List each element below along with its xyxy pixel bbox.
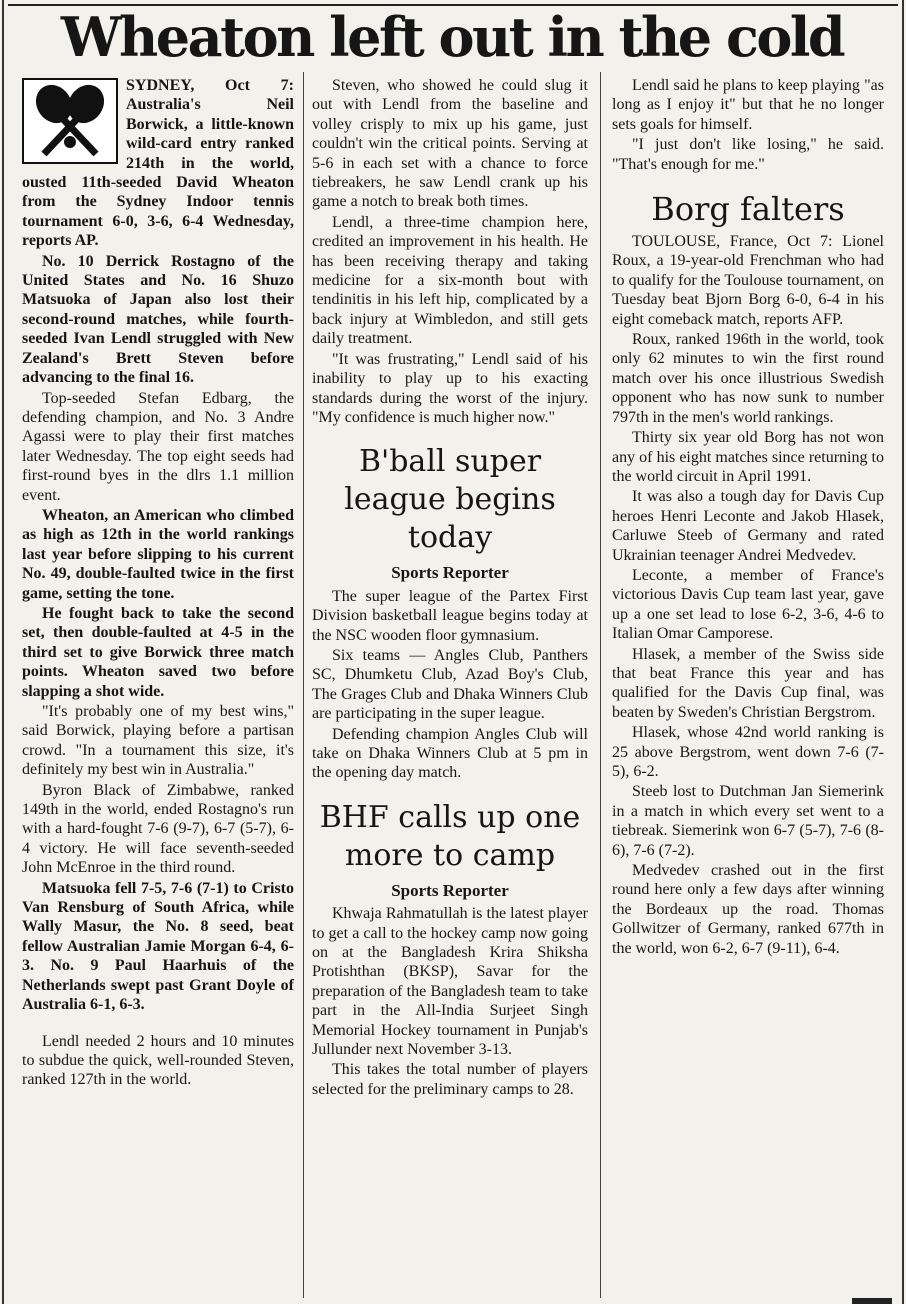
column-divider [600,72,601,1298]
article-paragraph: This takes the total number of players selected for the preliminary camps to 28. [312,1061,588,1098]
article-paragraph: It was also a tough day for Davis Cup heroes Henri Leconte and Jakob Hlasek, Carluwe Steeb of Germany and rated Ukrainian teenager Andrei Medvedev. [612,488,884,564]
article-paragraph: Byron Black of Zimbabwe, ranked 149th in the world, ended Rostagno's run with a hard-fought 7-6 (9-7), 6-7 (5-7), 6-4 victory. He will face seventh-seeded John McEnroe in the third round. [22,781,294,877]
article-paragraph: The super league of the Partex First Division basketball league begins today at the NSC wooden floor gymnasium. [312,587,588,644]
page-corner-mark [852,1298,892,1304]
borg-headline: Borg falters [651,190,845,229]
paragraph-gap [22,1016,294,1032]
main-headline: Wheaton left out in the cold [60,5,844,69]
bball-byline: Sports Reporter [391,563,509,583]
article-paragraph: Hlasek, whose 42nd world ranking is 25 above Bergstrom, went down 7-6 (7-5), 6-2. [612,724,884,780]
article-paragraph: Lendl needed 2 hours and 10 minutes to subdue the quick, well-rounded Steven, ranked 127th in the world. [22,1032,294,1089]
article-paragraph: Leconte, a member of France's victorious Davis Cup team last year, gave up a one set lead to lose 6-2, 3-6, 4-6 to Italian Omar Camporese. [612,566,884,643]
article-paragraph: Steeb lost to Dutchman Jan Siemerink in a match in which every set went to a tiebreak. Siemerink won 6-7 (5-7), 7-6 (8-6), 7-6 (7-2). [612,783,884,859]
article-paragraph: Lendl said he plans to keep playing "as long as I enjoy it" but that he no longer sets goals for himself. [612,77,884,133]
left-page-edge [2,0,4,1304]
article-paragraph: He fought back to take the second set, then double-faulted at 4-5 in the third set to give Borwick three match points. Wheaton saved two before slapping a shot wide. [22,604,294,700]
tennis-rackets-icon [22,78,118,164]
article-paragraph: "I just don't like losing," he said. "That's enough for me." [612,136,884,173]
article-paragraph: Lendl, a three-time champion here, credited an improvement in his health. He has been receiving therapy and taking medicine for a six-month bout with tendinitis in his left hip, complicated by a back injury at Wimbledon, and still gets daily treatment. [312,213,588,348]
article-paragraph: Steven, who showed he could slug it out with Lendl from the baseline and volley crisply to mix up his game, just couldn't win the critical points. Serving at 5-6 in each set with a chance to force tiebreakers, he saw Lendl crank up his game a notch to break both times. [312,77,588,211]
article-paragraph: Thirty six year old Borg has not won any of his eight matches since returning to the world circuit in April 1991. [612,429,884,485]
column-3 [612,76,884,959]
article-paragraph: Khwaja Rahmatullah is the latest player to get a call to the hockey camp now going on at the Bangladesh Krira Shiksha Protishthan (BKSP), Savar for the preparation of the Bangladesh team to take part in the All-India Surjeet Singh Memorial Hockey tournament in Punjab's Jullunder next November 3-13. [312,905,588,1059]
article-paragraph: Six teams — Angles Club, Panthers SC, Dhumketu Club, Azad Boy's Club, The Grages Club and Dhaka Winners Club are participating in the super league. [312,646,588,723]
article-paragraph: Defending champion Angles Club will take on Dhaka Winners Club at 5 pm in the opening day match. [312,725,588,782]
article-paragraph: No. 10 Derrick Rostagno of the United States and No. 16 Shuzo Matsuoka of Japan also lost their second-round matches, while fourth-seeded Ivan Lendl struggled with New Zealand's Brett Steven before advancing to the final 16. [22,252,294,387]
article-paragraph: SYDNEY, Oct 7: Australia's Neil Borwick, a little-known wild-card entry ranked 214th in the world, ousted 11th-seeded David Wheaton from the Sydney Indoor tennis tournament 6-0, 3-6, 6-4 Wednesday, reports AP. [22,77,294,250]
article-paragraph: Top-seeded Stefan Edbarg, the defending champion, and No. 3 Andre Agassi were to play their first matches later Wednesday. The top eight seeds had first-round byes in the dlrs 1.1 million event. [22,389,294,504]
bhf-byline: Sports Reporter [391,880,509,900]
article-paragraph: Wheaton, an American who climbed as high as 12th in the world rankings last year before slipping to his current No. 49, double-faulted twice in the first game, setting the tone. [22,506,294,602]
right-page-edge [902,0,904,1304]
article-paragraph: Hlasek, a member of the Swiss side that beat France this year and has qualified for the Davis Cup final, was beaten by Sweden's Christian Bergstrom. [612,645,884,721]
column-2 [312,76,588,1100]
column-divider [303,72,304,1298]
article-paragraph: "It was frustrating," Lendl said of his inability to play up to his exacting standards during the worst of the injury. "My confidence is much higher now." [312,350,588,426]
column-1 [22,76,294,1091]
article-paragraph: Matsuoka fell 7-5, 7-6 (7-1) to Cristo Van Rensburg of South Africa, while Wally Masur, the No. 8 seed, beat fellow Australian Jamie Morgan 6-4, 6-3. No. 9 Paul Haarhuis of the Netherlands swept past Grant Doyle of Australia 6-1, 6-3. [22,879,294,1014]
article-paragraph: Roux, ranked 196th in the world, took only 62 minutes to win the first round match over his once illustrious Swedish opponent who has now sunk to number 797th in the men's world rankings. [612,331,884,426]
bball-headline: B'ball super league begins today [344,444,556,556]
article-paragraph: TOULOUSE, France, Oct 7: Lionel Roux, a 19-year-old Frenchman who had to qualify for the Toulouse tournament, on Tuesday beat Bjorn Borg 6-0, 6-4 in his eight comeback match, reports AFP. [612,233,884,328]
article-paragraph: Medvedev crashed out in the first round here only a few days after winning the Bordeaux up the road. Thomas Gollwitzer of Germany, ranked 677th in the world, won 6-2, 6-7 (9-11), 6-4. [612,862,884,957]
article-paragraph: "It's probably one of my best wins," said Borwick, playing before a partisan crowd. "In a tournament this size, it's definitely my best win in Australia." [22,703,294,779]
bhf-headline: BHF calls up one more to camp [319,799,581,873]
